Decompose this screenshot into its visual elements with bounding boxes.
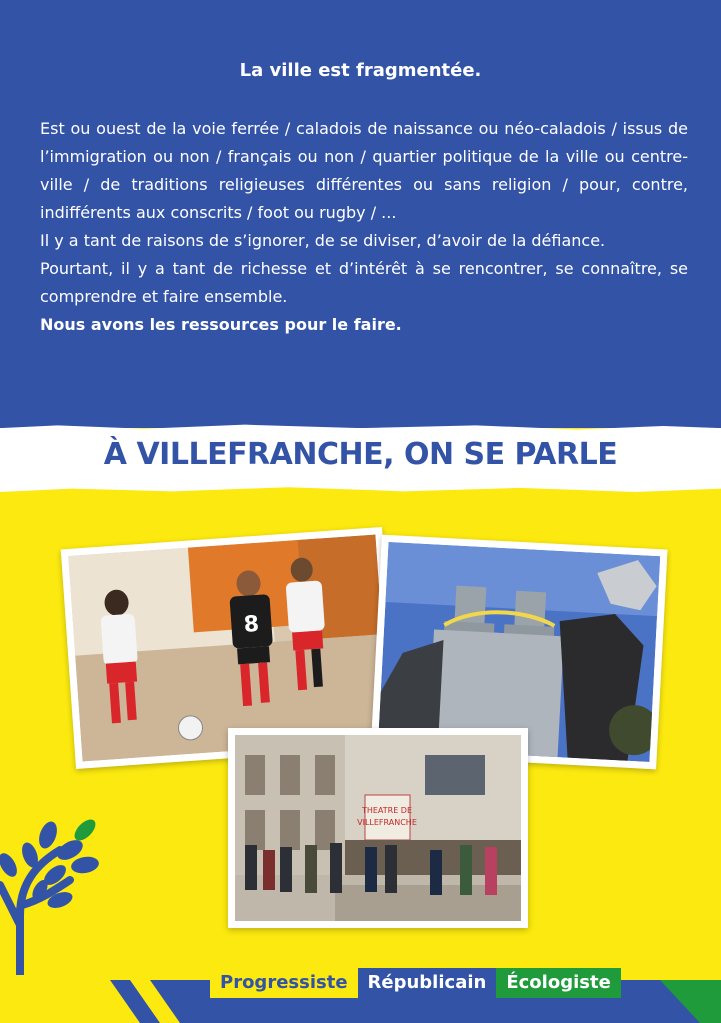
- label-republicain: Républicain: [358, 968, 497, 998]
- banner-title: À VILLEFRANCHE, ON SE PARLE: [103, 437, 618, 472]
- intro-text: [40, 115, 688, 339]
- intro-section: [0, 0, 721, 428]
- photo-theatre: [228, 728, 528, 928]
- label-ecologiste: Écologiste: [496, 968, 620, 998]
- theatre-image: [235, 735, 521, 921]
- theatre-sign-line2: VILLEFRANCHE: [357, 818, 417, 827]
- intro-paragraph-3: Pourtant, il y a tant de richesse et d’intérêt à se rencontrer, se connaître, se comprendre et faire ensemble.: [40, 259, 688, 306]
- theatre-sign-line1: THEATRE DE: [361, 806, 413, 815]
- footer-labels: [210, 968, 621, 998]
- jersey-number: 8: [242, 611, 260, 638]
- label-progressiste: Progressiste: [210, 968, 358, 998]
- intro-paragraph-1: Est ou ouest de la voie ferrée / caladois de naissance ou néo-caladois / issus de l’immigration ou non / français ou non / quartier politique de la ville ou centre-ville / de traditions religieuses différentes ou sans religion / pour, contre, indifférents aux conscrits / foot ou rugby / ...: [40, 119, 688, 222]
- tree-logo-icon: [0, 805, 100, 975]
- intro-conclusion: Nous avons les ressources pour le faire.: [40, 315, 402, 334]
- intro-heading: La ville est fragmentée.: [239, 60, 482, 81]
- intro-paragraph-2: Il y a tant de raisons de s’ignorer, de se diviser, d’avoir de la défiance.: [40, 231, 606, 250]
